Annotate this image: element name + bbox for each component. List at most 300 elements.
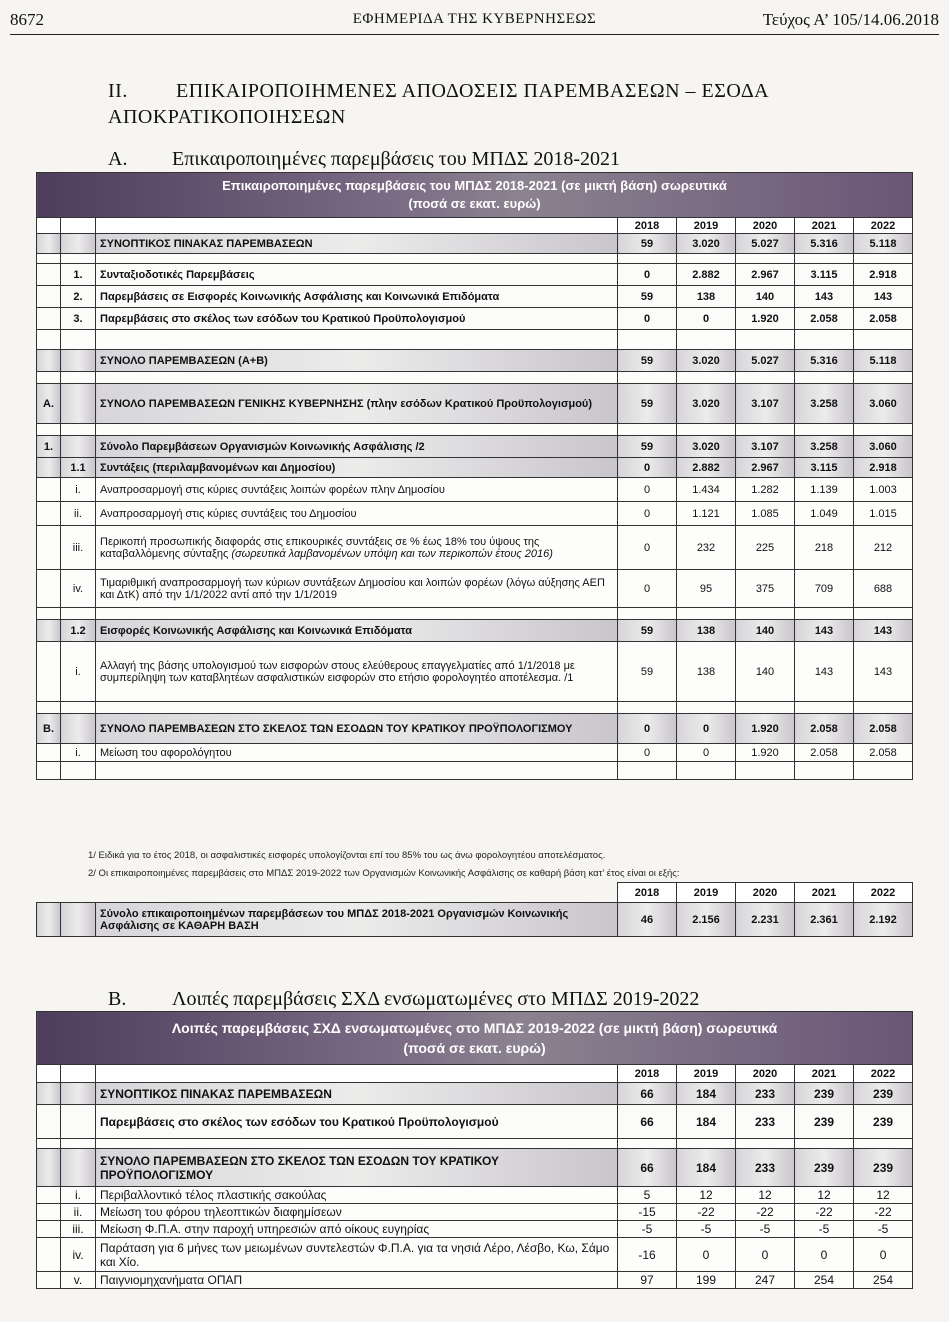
issue-info: Τεύχος Α’ 105/14.06.2018 [762, 10, 939, 29]
spacer-row [37, 1139, 913, 1149]
table-row [37, 714, 913, 744]
table-row [37, 308, 913, 330]
value-cell: 239 [854, 1149, 913, 1187]
row-section-code [37, 234, 61, 254]
value-cell: 0 [618, 570, 677, 608]
table-row [37, 1272, 913, 1289]
table-row [37, 1238, 913, 1272]
row-label-text: Παράταση για 6 μήνες των μειωμένων συντελεστών Φ.Π.Α. για τα νησιά Λέρο, Λέσβο, Κω, Σάμο και Χίο. [100, 1240, 610, 1269]
row-item-code [61, 384, 96, 424]
value-cell: -5 [618, 1221, 677, 1238]
value-cell: 239 [795, 1105, 854, 1139]
value-cell [618, 702, 677, 714]
value-cell: 184 [677, 1083, 736, 1105]
row-section-code [37, 286, 61, 308]
value-cell: 0 [677, 714, 736, 744]
row-section-code [37, 1105, 61, 1139]
row-label: Σύνολο επικαιροποιημένων παρεμβάσεων του ΜΠΔΣ 2018-2021 Οργανισμών Κοινωνικής Ασφάλισης σε ΚΑΘΑΡΗ ΒΑΣΗ [96, 903, 618, 937]
spacer-row [37, 608, 913, 620]
row-label-text: Σύνολο Παρεμβάσεων Οργανισμών Κοινωνικής Ασφάλισης /2 [100, 440, 425, 453]
row-section-code [37, 330, 61, 350]
spacer-row [37, 330, 913, 350]
row-label [96, 1149, 618, 1187]
row-label-text: Αλλαγή της βάσης υπολογισμού των εισφορών στους ελεύθερους επαγγελματίες από 1/1/2018 με συμπερίληψη των καταβλητέων ασφαλιστικών εισφορών στο ετήσιο φορολογητέο αποτέλεσμα. /1 [100, 659, 575, 684]
value-cell: 2.058 [854, 744, 913, 762]
row-item-code: iii. [61, 526, 96, 570]
value-cell: 12 [795, 1187, 854, 1204]
row-label [96, 254, 618, 264]
value-cell: 2.231 [736, 903, 795, 937]
value-cell [677, 424, 736, 436]
row-item-code: i. [61, 1187, 96, 1204]
value-cell: 239 [795, 1083, 854, 1105]
value-cell: 5.027 [736, 234, 795, 254]
value-cell: 0 [795, 1238, 854, 1272]
row-section-code [37, 1221, 61, 1238]
value-cell: 140 [736, 286, 795, 308]
value-cell: -22 [854, 1204, 913, 1221]
value-cell: 46 [618, 903, 677, 937]
row-item-code [61, 372, 96, 384]
row-item-code [61, 330, 96, 350]
row-label-text: ΣΥΝΟΠΤΙΚΟΣ ΠΙΝΑΚΑΣ ΠΑΡΕΜΒΑΣΕΩΝ [100, 1086, 332, 1101]
value-cell: 375 [736, 570, 795, 608]
row-label-text: ΣΥΝΟΛΟ ΠΑΡΕΜΒΑΣΕΩΝ (Α+Β) [100, 354, 268, 367]
value-cell: 2.882 [677, 264, 736, 286]
row-section-code [37, 526, 61, 570]
value-cell: 5.118 [854, 350, 913, 372]
value-cell: 3.107 [736, 436, 795, 458]
row-item-code [61, 1149, 96, 1187]
value-cell: 12 [736, 1187, 795, 1204]
value-cell: 1.015 [854, 502, 913, 526]
value-cell: -15 [618, 1204, 677, 1221]
value-cell: 138 [677, 286, 736, 308]
spacer-row [37, 702, 913, 714]
value-cell [736, 372, 795, 384]
row-label [96, 1083, 618, 1105]
table-row [37, 478, 913, 502]
table-row [37, 1187, 913, 1204]
row-section-code [37, 1272, 61, 1289]
row-item-code [61, 714, 96, 744]
value-cell: 138 [677, 642, 736, 702]
row-section-code [37, 702, 61, 714]
value-cell: 3.258 [795, 384, 854, 424]
row-label [96, 330, 618, 350]
row-label [96, 264, 618, 286]
value-cell: 12 [677, 1187, 736, 1204]
row-label-text: Μείωση του αφορολόγητου [100, 746, 232, 759]
value-cell: 0 [618, 478, 677, 502]
value-cell: 2.918 [854, 458, 913, 478]
row-section-code [37, 620, 61, 642]
row-section-code [37, 254, 61, 264]
value-cell [795, 702, 854, 714]
row-section-code [37, 762, 61, 780]
row-label [96, 234, 618, 254]
value-cell: 143 [795, 620, 854, 642]
value-cell: 247 [736, 1272, 795, 1289]
value-cell [854, 424, 913, 436]
spacer-row [37, 254, 913, 264]
value-cell: 1.282 [736, 478, 795, 502]
value-cell: 95 [677, 570, 736, 608]
row-item-code: 1. [61, 264, 96, 286]
value-cell: 2.918 [854, 264, 913, 286]
value-cell: 5.316 [795, 234, 854, 254]
row-label [96, 372, 618, 384]
table-row [37, 436, 913, 458]
value-cell: 5.316 [795, 350, 854, 372]
year-cell: 2019 [677, 1065, 736, 1083]
row-label [96, 1105, 618, 1139]
row-label-text: Παρεμβάσεις στο σκέλος των εσόδων του Κρατικού Προϋπολογισμού [100, 312, 466, 325]
value-cell [677, 254, 736, 264]
section-number: II. [108, 80, 128, 102]
value-cell: 1.920 [736, 308, 795, 330]
table-row [37, 1221, 913, 1238]
row-label-text: Περιβαλλοντικό τέλος πλαστικής σακούλας [100, 1188, 327, 1202]
row-label-text: Συνταξιοδοτικές Παρεμβάσεις [100, 268, 255, 281]
value-cell: 2.967 [736, 458, 795, 478]
row-label-text: ΣΥΝΟΛΟ ΠΑΡΕΜΒΑΣΕΩΝ ΣΤΟ ΣΚΕΛΟΣ ΤΩΝ ΕΣΟΔΩΝ ΤΟΥ ΚΡΑΤΙΚΟΥ ΠΡΟΫΠΟΛΟΓΙΣΜΟΥ [100, 1153, 500, 1182]
value-cell: 225 [736, 526, 795, 570]
value-cell: 3.060 [854, 436, 913, 458]
row-section-code [37, 264, 61, 286]
value-cell: 239 [854, 1083, 913, 1105]
value-cell [677, 608, 736, 620]
row-label [96, 744, 618, 762]
row-section-code [37, 458, 61, 478]
value-cell: 5 [618, 1187, 677, 1204]
value-cell: 66 [618, 1149, 677, 1187]
value-cell: 0 [618, 264, 677, 286]
row-label [96, 714, 618, 744]
row-label-text: Παρεμβάσεις στο σκέλος των εσόδων του Κρατικού Προϋπολογισμού [100, 1114, 499, 1129]
value-cell [795, 608, 854, 620]
row-item-code [61, 702, 96, 714]
row-section-code [37, 1187, 61, 1204]
value-cell [854, 330, 913, 350]
row-item-code [61, 436, 96, 458]
value-cell [736, 762, 795, 780]
row-label-text: Παρεμβάσεις σε Εισφορές Κοινωνικής Ασφάλισης και Κοινωνικά Επιδόματα [100, 290, 500, 303]
row-item-code: i. [61, 744, 96, 762]
value-cell [854, 372, 913, 384]
value-cell [736, 254, 795, 264]
row-section-code [37, 502, 61, 526]
row-item-code: 3. [61, 308, 96, 330]
row-label [96, 1139, 618, 1149]
value-cell [618, 1139, 677, 1149]
row-label [96, 620, 618, 642]
value-cell: -5 [854, 1221, 913, 1238]
row-label-text: Περικοπή προσωπικής διαφοράς στις επικουρικές συντάξεις σε % έως 18% του ύψους της καταβαλλόμενης σύνταξης [100, 535, 540, 560]
value-cell: 97 [618, 1272, 677, 1289]
row-label [96, 1187, 618, 1204]
row-label [96, 702, 618, 714]
value-cell: 2.058 [854, 308, 913, 330]
row-label-text: Αναπροσαρμογή στις κύριες συντάξεις λοιπών φορέων πλην Δημοσίου [100, 483, 445, 496]
value-cell: 0 [618, 744, 677, 762]
table-row [37, 458, 913, 478]
value-cell: 254 [854, 1272, 913, 1289]
table-row [37, 286, 913, 308]
row-label [96, 424, 618, 436]
value-cell: 59 [618, 286, 677, 308]
row-item-code: 2. [61, 286, 96, 308]
value-cell: 59 [618, 620, 677, 642]
year-cell: 2020 [736, 218, 795, 234]
value-cell: -22 [677, 1204, 736, 1221]
row-section-code [37, 478, 61, 502]
row-label-text: Μείωση Φ.Π.Α. στην παροχή υπηρεσιών από οίκους ευγηρίας [100, 1222, 430, 1236]
value-cell: 233 [736, 1149, 795, 1187]
row-label [96, 478, 618, 502]
table-row [37, 570, 913, 608]
row-section-code [37, 570, 61, 608]
value-cell [795, 372, 854, 384]
banner-units: (ποσά σε εκατ. ευρώ) [408, 196, 541, 211]
row-item-code: ii. [61, 502, 96, 526]
row-section-code [37, 608, 61, 620]
row-section-code [37, 308, 61, 330]
table-a-heading [108, 148, 620, 171]
row-item-code: iv. [61, 570, 96, 608]
value-cell: -16 [618, 1238, 677, 1272]
value-cell [795, 762, 854, 780]
section-heading [108, 78, 868, 130]
value-cell [618, 254, 677, 264]
value-cell: 1.434 [677, 478, 736, 502]
table-row [37, 350, 913, 372]
value-cell [618, 424, 677, 436]
value-cell: 0 [854, 1238, 913, 1272]
table-b-title: Λοιπές παρεμβάσεις ΣΧΔ ενσωματωμένες στο ΜΠΔΣ 2019-2022 [172, 988, 700, 1010]
value-cell: -22 [736, 1204, 795, 1221]
table-row [37, 620, 913, 642]
page-number: 8672 [10, 10, 44, 29]
value-cell: 3.020 [677, 234, 736, 254]
value-cell: 0 [618, 308, 677, 330]
row-label [96, 308, 618, 330]
row-item-code: 1.2 [61, 620, 96, 642]
row-item-code: 1.1 [61, 458, 96, 478]
value-cell [677, 702, 736, 714]
row-item-code [61, 1139, 96, 1149]
row-label-text: Παιγνιομηχανήματα ΟΠΑΠ [100, 1273, 243, 1287]
row-item-code [61, 1105, 96, 1139]
row-section-code: Α. [37, 384, 61, 424]
value-cell: 3.020 [677, 350, 736, 372]
value-cell: 12 [854, 1187, 913, 1204]
value-cell [677, 330, 736, 350]
table-row [37, 234, 913, 254]
value-cell: 3.115 [795, 264, 854, 286]
year-cell: 2021 [795, 1065, 854, 1083]
value-cell: 59 [618, 384, 677, 424]
row-label [96, 642, 618, 702]
table-row [37, 744, 913, 762]
row-section-code: 1. [37, 436, 61, 458]
row-item-code: i. [61, 642, 96, 702]
value-cell: 0 [677, 308, 736, 330]
value-cell: -5 [677, 1221, 736, 1238]
value-cell: 184 [677, 1149, 736, 1187]
value-cell: 3.020 [677, 384, 736, 424]
net-basis-table [36, 882, 913, 937]
row-label [96, 436, 618, 458]
value-cell: 5.027 [736, 350, 795, 372]
value-cell: 1.139 [795, 478, 854, 502]
value-cell [736, 702, 795, 714]
table-b-banner [37, 1012, 913, 1065]
row-item-code: i. [61, 478, 96, 502]
table-b-label: Β. [108, 988, 127, 1010]
value-cell: -5 [736, 1221, 795, 1238]
row-item-code: ii. [61, 1204, 96, 1221]
row-label-text: Αναπροσαρμογή στις κύριες συντάξεις του Δημοσίου [100, 507, 357, 520]
row-item-code [61, 234, 96, 254]
spacer-row [37, 762, 913, 780]
value-cell: 3.107 [736, 384, 795, 424]
value-cell [618, 372, 677, 384]
row-section-code [37, 1204, 61, 1221]
value-cell: 254 [795, 1272, 854, 1289]
value-cell: 233 [736, 1083, 795, 1105]
row-label [96, 608, 618, 620]
footnote-1: 1/ Ειδικά για το έτος 2018, οι ασφαλιστικές εισφορές υπολογίζονται επί του 85% του ως άνω φορολογητέου αποτελέσματος. [88, 850, 606, 861]
value-cell: 184 [677, 1105, 736, 1139]
row-label-text: Τιμαριθμική αναπροσαρμογή των κύριων συντάξεων Δημοσίου και λοιπών φορέων (λόγω αύξησης ΑΕΠ και ΔτΚ) από την 1/1/2022 αντί από την 1/1/2019 [100, 576, 605, 601]
value-cell [736, 330, 795, 350]
row-label [96, 350, 618, 372]
table-a-banner [37, 173, 913, 218]
value-cell: 2.058 [854, 714, 913, 744]
table-b [36, 1011, 913, 1289]
value-cell [854, 702, 913, 714]
page-header [10, 6, 939, 35]
value-cell: 59 [618, 436, 677, 458]
table-row [37, 1105, 913, 1139]
row-section-code [37, 744, 61, 762]
table-row [37, 1204, 913, 1221]
table-row [37, 264, 913, 286]
value-cell: 239 [854, 1105, 913, 1139]
row-section-code: Β. [37, 714, 61, 744]
value-cell: 233 [736, 1105, 795, 1139]
row-item-code: iii. [61, 1221, 96, 1238]
value-cell [795, 1139, 854, 1149]
section-title: ΕΠΙΚΑΙΡΟΠΟΙΗΜΕΝΕΣ ΑΠΟΔΟΣΕΙΣ ΠΑΡΕΜΒΑΣΕΩΝ – ΕΣΟΔΑ ΑΠΟΚΡΑΤΙΚΟΠΟΙΗΣΕΩΝ [108, 80, 769, 128]
value-cell: 2.058 [795, 714, 854, 744]
value-cell: 2.058 [795, 744, 854, 762]
value-cell: 0 [677, 744, 736, 762]
value-cell: 0 [618, 526, 677, 570]
value-cell [618, 762, 677, 780]
spacer-row [37, 424, 913, 436]
value-cell: 2.361 [795, 903, 854, 937]
row-section-code [37, 1083, 61, 1105]
table-a [36, 172, 913, 780]
year-cell: 2018 [618, 1065, 677, 1083]
row-label [96, 1238, 618, 1272]
row-label [96, 1204, 618, 1221]
table-row [37, 642, 913, 702]
value-cell: 143 [854, 286, 913, 308]
row-item-code [61, 254, 96, 264]
row-label [96, 762, 618, 780]
row-item-code [61, 424, 96, 436]
value-cell: 239 [795, 1149, 854, 1187]
value-cell: 2.156 [677, 903, 736, 937]
value-cell: 140 [736, 620, 795, 642]
value-cell: 5.118 [854, 234, 913, 254]
value-cell: 143 [854, 620, 913, 642]
banner-title: Λοιπές παρεμβάσεις ΣΧΔ ενσωματωμένες στο ΜΠΔΣ 2019-2022 (σε μικτή βάση) σωρευτικά [171, 1020, 778, 1036]
table-a-title: Επικαιροποιημένες παρεμβάσεις του ΜΠΔΣ 2018-2021 [172, 148, 620, 170]
row-label [96, 286, 618, 308]
value-cell [795, 424, 854, 436]
banner-title: Επικαιροποιημένες παρεμβάσεις του ΜΠΔΣ 2018-2021 (σε μικτή βάση) σωρευτικά [222, 178, 727, 193]
value-cell: 688 [854, 570, 913, 608]
year-cell: 2019 [677, 218, 736, 234]
year-cell: 2019 [677, 883, 736, 903]
row-section-code [37, 424, 61, 436]
value-cell: 709 [795, 570, 854, 608]
row-label [96, 526, 618, 570]
banner-units: (ποσά σε εκατ. ευρώ) [403, 1040, 546, 1056]
year-cell: 2022 [854, 1065, 913, 1083]
value-cell [854, 1139, 913, 1149]
row-label-text: Συντάξεις (περιλαμβανομένων και Δημοσίου) [100, 461, 336, 474]
spacer-row [37, 372, 913, 384]
table-b-heading [108, 988, 699, 1011]
value-cell: 1.920 [736, 714, 795, 744]
value-cell: 0 [677, 1238, 736, 1272]
value-cell: 143 [854, 642, 913, 702]
value-cell [677, 762, 736, 780]
value-cell: 232 [677, 526, 736, 570]
value-cell: 140 [736, 642, 795, 702]
value-cell: 2.967 [736, 264, 795, 286]
table-row [37, 1083, 913, 1105]
row-label [96, 384, 618, 424]
value-cell: 1.003 [854, 478, 913, 502]
row-label [96, 570, 618, 608]
row-label-text: Εισφορές Κοινωνικής Ασφάλισης και Κοινωνικά Επιδόματα [100, 624, 412, 637]
value-cell [736, 424, 795, 436]
year-cell: 2020 [736, 1065, 795, 1083]
table-row [37, 384, 913, 424]
value-cell: 3.115 [795, 458, 854, 478]
row-section-code [37, 1149, 61, 1187]
value-cell: 66 [618, 1083, 677, 1105]
row-item-code: iv. [61, 1238, 96, 1272]
year-cell: 2020 [736, 883, 795, 903]
publication-title: ΕΦΗΜΕΡΙΔΑ ΤΗΣ ΚΥΒΕΡΝΗΣΕΩΣ [352, 11, 597, 27]
value-cell [618, 608, 677, 620]
row-label [96, 458, 618, 478]
row-label-text: Μείωση του φόρου τηλεοπτικών διαφημίσεων [100, 1205, 342, 1219]
value-cell: 66 [618, 1105, 677, 1139]
row-item-code [61, 608, 96, 620]
row-label [96, 502, 618, 526]
row-label [96, 1272, 618, 1289]
year-cell: 2021 [795, 218, 854, 234]
row-item-code: v. [61, 1272, 96, 1289]
